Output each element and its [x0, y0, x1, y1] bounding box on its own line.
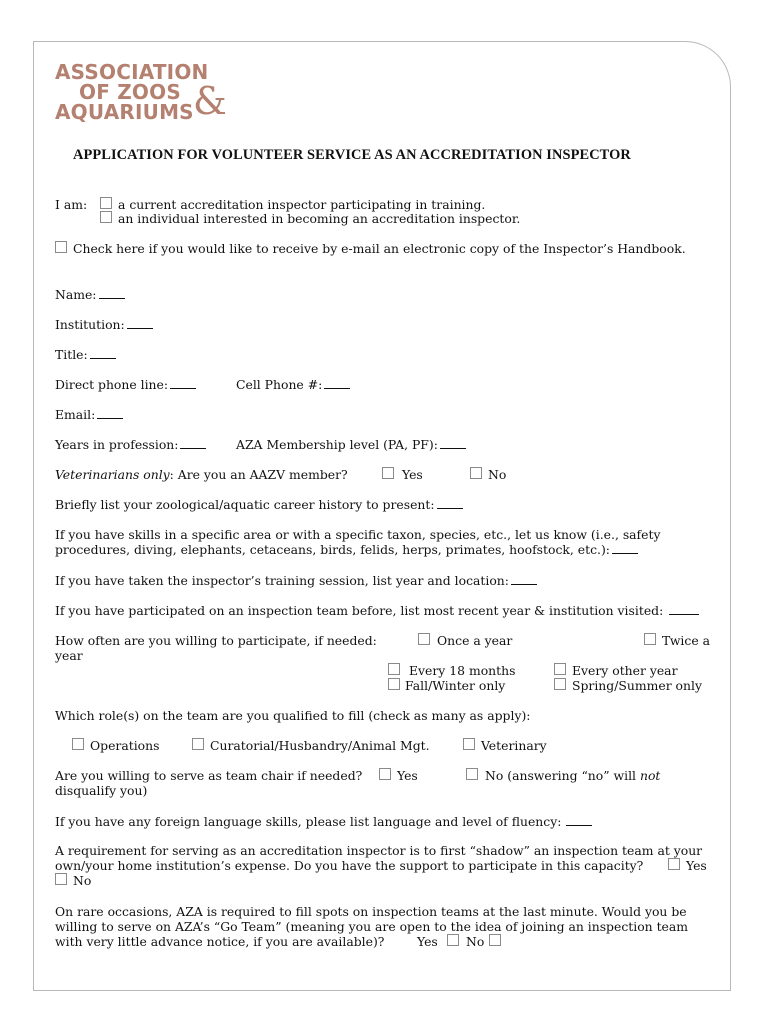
chair-no-checkbox[interactable] [466, 768, 478, 780]
page-title: APPLICATION FOR VOLUNTEER SERVICE AS AN ACCREDITATION INSPECTOR [73, 147, 631, 163]
veterinary-label: Veterinary [481, 738, 547, 753]
curatorial-label: Curatorial/Husbandry/Animal Mgt. [210, 738, 430, 753]
training-label: If you have taken the inspector’s training session, list year and location: [55, 573, 509, 588]
handbook-checkbox[interactable] [55, 241, 67, 253]
fall-winter-label: Fall/Winter only [405, 678, 506, 693]
once-a-year-checkbox[interactable] [418, 633, 430, 645]
name-field[interactable] [99, 288, 125, 299]
vet-question: : Are you an AAZV member? [169, 467, 348, 482]
direct-phone-field[interactable] [170, 378, 196, 389]
training-field[interactable] [511, 574, 537, 585]
spring-summer-checkbox[interactable] [554, 678, 566, 690]
years-label: Years in profession: [55, 437, 179, 452]
shadow-line-2: own/your home institution’s expense. Do you have the support to participate in this capacity? [55, 858, 644, 873]
chair-question: Are you willing to serve as team chair if needed? [55, 768, 363, 783]
twice-a-year-label: Twice a [662, 633, 710, 648]
title-label: Title: [55, 347, 88, 362]
chair-no-label: No (answering “no” will [485, 768, 637, 783]
membership-field[interactable] [440, 438, 466, 449]
title-field[interactable] [90, 348, 116, 359]
chair-line-2: disqualify you) [55, 783, 148, 798]
new-inspector-checkbox[interactable] [100, 211, 112, 223]
direct-phone-label: Direct phone line: [55, 377, 169, 392]
goteam-yes-label: Yes [417, 934, 438, 949]
new-inspector-label: an individual interested in becoming an accreditation inspector. [118, 211, 521, 226]
shadow-yes-checkbox[interactable] [668, 858, 680, 870]
logo-ampersand: & [193, 79, 228, 123]
frequency-year-word: year [55, 648, 83, 663]
aazv-yes-label: Yes [402, 467, 423, 482]
cell-phone-field[interactable] [324, 378, 350, 389]
email-field[interactable] [97, 408, 123, 419]
career-field[interactable] [437, 498, 463, 509]
name-label: Name: [55, 287, 97, 302]
current-inspector-checkbox[interactable] [100, 197, 112, 209]
vet-only-label: Veterinarians only [55, 467, 170, 482]
once-a-year-label: Once a year [437, 633, 513, 648]
aazv-yes-checkbox[interactable] [382, 467, 394, 479]
shadow-no-label: No [73, 873, 92, 888]
logo-line-3: AQUARIUMS [55, 100, 194, 124]
goteam-line-1: On rare occasions, AZA is required to fill spots on inspection teams at the last minute. Would you be [55, 904, 687, 919]
logo-line-2: OF ZOOS [79, 80, 181, 104]
goteam-yes-checkbox[interactable] [447, 934, 459, 946]
every-18-months-label: Every 18 months [409, 663, 516, 678]
handbook-label: Check here if you would like to receive by e-mail an electronic copy of the Inspector’s Handbook. [73, 241, 686, 256]
twice-a-year-checkbox[interactable] [644, 633, 656, 645]
shadow-yes-label: Yes [686, 858, 707, 873]
fall-winter-checkbox[interactable] [388, 678, 400, 690]
iam-label: I am: [55, 197, 88, 212]
veterinary-checkbox[interactable] [463, 738, 475, 750]
goteam-line-2: willing to serve on AZA’s “Go Team” (meaning you are open to the idea of joining an inspection team [55, 919, 689, 934]
chair-no-italic: not [639, 768, 661, 783]
skills-line-2: procedures, diving, elephants, cetaceans, birds, felids, herps, primates, hoofstock, etc.): [55, 542, 610, 557]
goteam-no-checkbox[interactable] [489, 934, 501, 946]
every-other-year-checkbox[interactable] [554, 663, 566, 675]
membership-label: AZA Membership level (PA, PF): [236, 437, 438, 452]
email-label: Email: [55, 407, 96, 422]
curatorial-checkbox[interactable] [192, 738, 204, 750]
institution-field[interactable] [127, 318, 153, 329]
participated-label: If you have participated on an inspection team before, list most recent year & institution visited: [55, 603, 664, 618]
aazv-no-checkbox[interactable] [470, 467, 482, 479]
shadow-no-checkbox[interactable] [55, 873, 67, 885]
language-field[interactable] [566, 815, 592, 826]
every-18-months-checkbox[interactable] [388, 663, 400, 675]
institution-label: Institution: [55, 317, 125, 332]
goteam-line-3: with very little advance notice, if you are available)? [55, 934, 385, 949]
operations-checkbox[interactable] [72, 738, 84, 750]
logo-line-1: ASSOCIATION [55, 60, 209, 84]
current-inspector-label: a current accreditation inspector participating in training. [118, 197, 486, 212]
participated-field[interactable] [669, 604, 699, 615]
every-other-year-label: Every other year [572, 663, 678, 678]
chair-yes-checkbox[interactable] [379, 768, 391, 780]
skills-field[interactable] [612, 543, 638, 554]
career-label: Briefly list your zoological/aquatic career history to present: [55, 497, 435, 512]
years-field[interactable] [180, 438, 206, 449]
frequency-question: How often are you willing to participate, if needed: [55, 633, 377, 648]
aazv-no-label: No [488, 467, 507, 482]
shadow-line-1: A requirement for serving as an accreditation inspector is to first “shadow” an inspection team at your [55, 843, 703, 858]
goteam-no-label: No [466, 934, 485, 949]
skills-line-1: If you have skills in a specific area or with a specific taxon, species, etc., let us know (i.e., safety [55, 527, 661, 542]
spring-summer-label: Spring/Summer only [572, 678, 702, 693]
roles-question: Which role(s) on the team are you qualified to fill (check as many as apply): [55, 708, 531, 723]
chair-yes-label: Yes [397, 768, 418, 783]
cell-phone-label: Cell Phone #: [236, 377, 323, 392]
operations-label: Operations [90, 738, 160, 753]
language-label: If you have any foreign language skills, please list language and level of fluency: [55, 814, 562, 829]
